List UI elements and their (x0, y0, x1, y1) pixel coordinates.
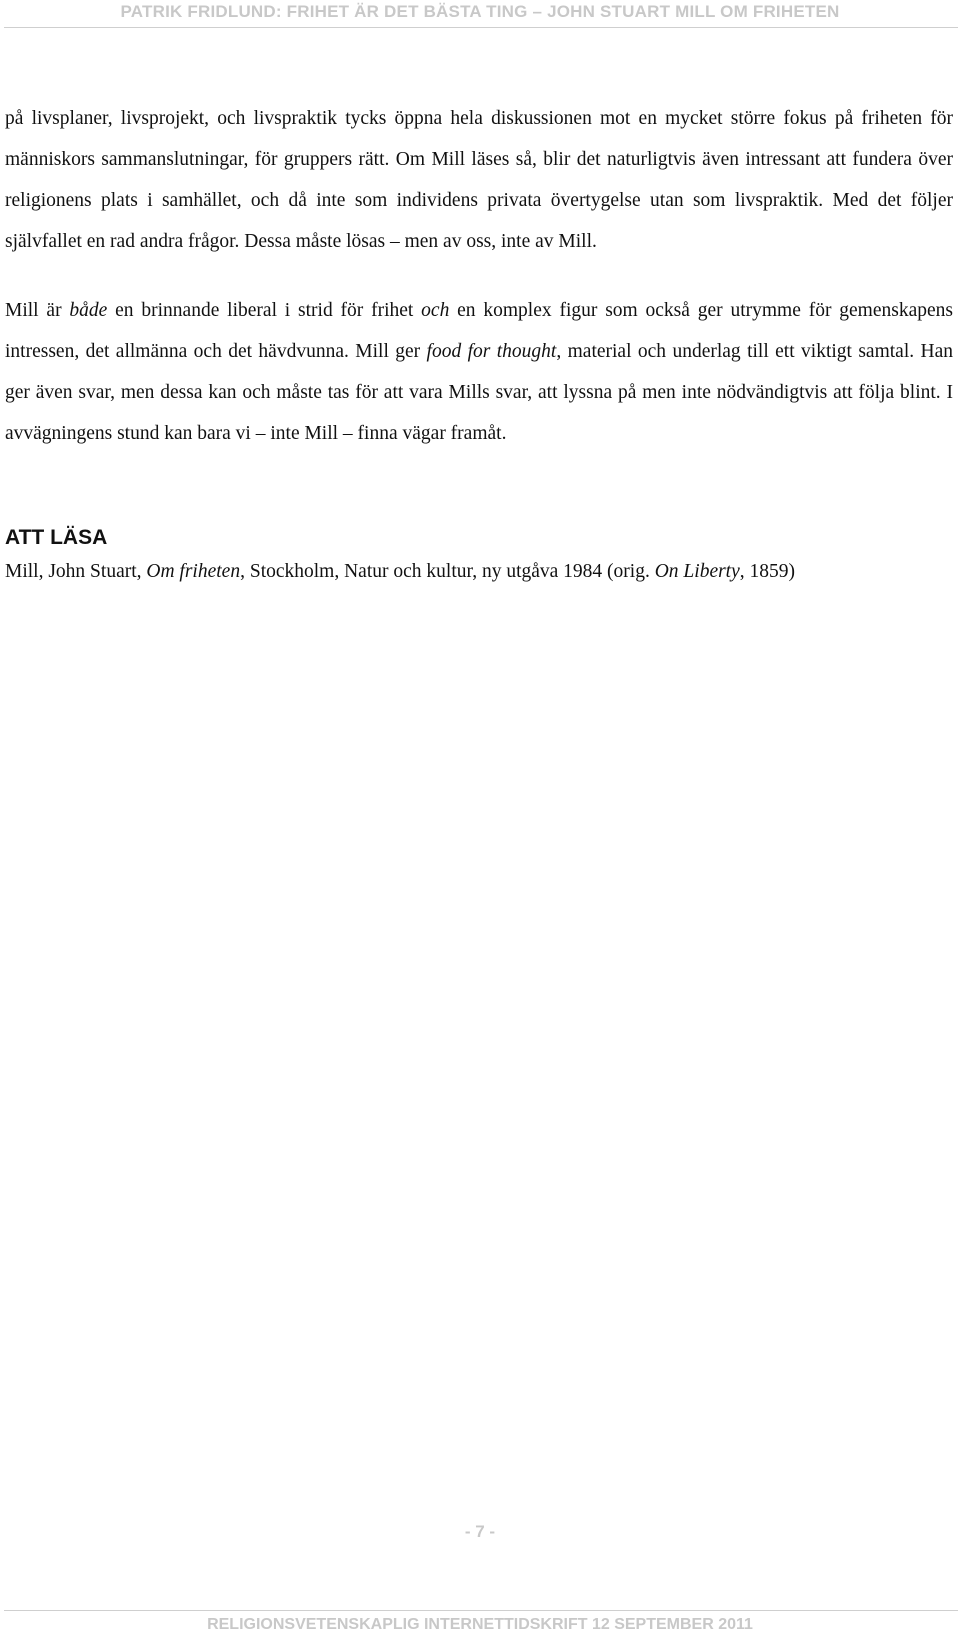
paragraph-2-emphasis-2: och (421, 300, 450, 321)
reference-text-3: , 1859) (739, 561, 796, 582)
paragraph-2-emphasis-3: food for thought (426, 341, 557, 362)
paragraph-2-text-2: en brinnande liberal i strid för frihet (107, 300, 422, 321)
footer-rule (4, 1610, 958, 1611)
reference-title-original: On Liberty (654, 561, 740, 582)
page-content (5, 98, 953, 586)
body-paragraph-1: på livsplaner, livsprojekt, och livspraktik tycks öppna hela diskussionen mot en mycket större fokus på friheten för människors sammanslutningar, för gruppers rätt. Om Mill läses så, blir det naturligtvis även intressant att fundera över religionens plats i samhället, och då inte som individens privata övertygelse utan som livspraktik. Med det följer självfallet en rad andra frågor. Dessa måste lösas – men av oss, inte av Mill. (5, 108, 953, 252)
running-header: PATRIK FRIDLUND: FRIHET ÄR DET BÄSTA TING – JOHN STUART MILL OM FRIHETEN (120, 2, 840, 21)
paragraph-2-text-1: Mill är (5, 300, 70, 321)
reference-text-1: Mill, John Stuart, (5, 561, 147, 582)
page-number: - 7 - (464, 1522, 496, 1541)
paragraph-2-emphasis-1: både (69, 300, 108, 321)
running-footer: RELIGIONSVETENSKAPLIG INTERNETTIDSKRIFT 12 SEPTEMBER 2011 (207, 1616, 753, 1633)
paragraph-2-text-4: , material och underlag till ett viktigt samtal. Han ger även svar, men dessa kan och måste tas för att vara Mills svar, att lyssna på men inte nödvändigtvis att följa blint. I avvägningens stund kan bara vi – inte Mill – finna vägar framåt. (5, 341, 953, 444)
paragraph-2-text-3: en komplex figur som också ger utrymme för gemenskapens intressen, det allmänna och det hävdvunna. Mill ger (5, 300, 953, 362)
reading-reference (5, 558, 953, 586)
reference-title-swedish: Om friheten (146, 561, 241, 582)
header-rule (4, 27, 958, 28)
body-paragraph-2 (5, 290, 953, 454)
reference-text-2: , Stockholm, Natur och kultur, ny utgåva 1984 (orig. (240, 561, 655, 582)
reading-heading: ATT LÄSA (5, 526, 108, 549)
